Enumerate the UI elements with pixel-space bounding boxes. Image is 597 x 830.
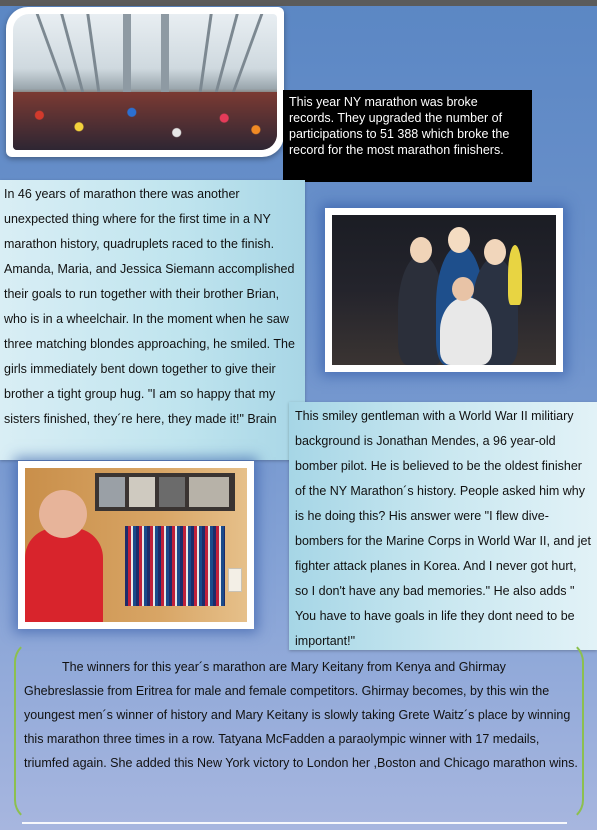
bridge-runners-photo [6, 7, 284, 157]
top-border [0, 0, 597, 6]
veteran-article: This smiley gentleman with a World War II militiary background is Jonathan Mendes, a 96 year-old bomber pilot. He is believed to be the oldest finisher of the NY Marathon´s history. People asked him why is he doing this? His answer were "I flew dive-bombers for the Marine Corps in World War II, and jet fighter attack planes in Korea. And I never got hurt, so I don't have any bad memories." He also adds " You have to have goals in life they dont need to be important!" [289, 402, 597, 650]
veteran-medals-photo [18, 461, 254, 629]
quadruplets-article: In 46 years of marathon there was another unexpected thing where for the first time in a NY marathon history, quadruplets raced to the finish. Amanda, Maria, and Jessica Siemann accomplished their goals to run together with their brother Brian, who is in a wheelchair. In the moment when he saw three matching blondes approaching, he smiled. The girls immediately bent down together to give their brother a tight group hug. "I am so happy that my sisters finished, they´re here, they made it!" Brain [0, 180, 305, 460]
winners-article: The winners for this year´s marathon are Mary Keitany from Kenya and Ghirmay Ghebreslassie from Eritrea for male and female competitors. Ghirmay becomes, by this win the youngest men´s winner of history and Mary Keitany is slowly taking Grete Waitz´s place by winning this marathon three times in a row. Tatyana McFadden a paraolympic winner with 17 medails, triumfed again. She added this New York victory to London her ,Boston and Chicago marathon wins. [24, 660, 578, 770]
bottom-divider [22, 822, 567, 824]
siemann-family-photo [325, 208, 563, 372]
record-caption: This year NY marathon was broke records. They upgraded the number of participations to 51 388 which broke the record for the most marathon finishers. [283, 90, 532, 182]
